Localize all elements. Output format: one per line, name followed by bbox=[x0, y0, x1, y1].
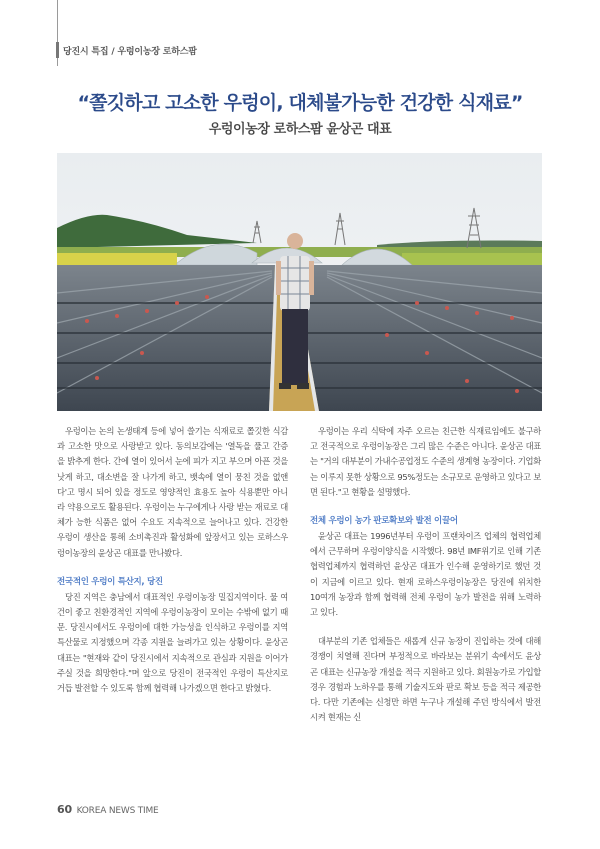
paragraph-status: 우렁이는 우리 식탁에 자주 오르는 친근한 식재료임에도 불구하고 전국적으로 우렁이농장은 그리 많은 수준은 아니다. 윤상곤 대표는 "거의 대부분이 가내수공업정도 수준의 생계형 농장이다. 기업화는 이루지 못한 상황으로 95%정도는 소규모로 운영하고 있다고 보면 된다."고 현황을 설명했다. bbox=[310, 426, 541, 497]
publication-name: KOREA NEWS TIME bbox=[76, 806, 159, 816]
section-marker-bar bbox=[56, 42, 59, 58]
paragraph-history: 윤상곤 대표는 1996년부터 우렁이 프랜차이즈 업체의 협력업체에서 근무하며 우렁이양식을 시작했다. 98년 IMF위기로 인해 기존 협력업체까지 협력하던 윤상곤 대표가 인수해 운영하기로 했던 것이 지금에 이르고 있다. 현재 로하스우렁이농장은 당진에 위치한 10여개 농장과 함께 협력해 전체 우렁이 농가 발전을 위해 노력하고 있다. bbox=[310, 531, 541, 618]
article-headline: “쫄깃하고 고소한 우렁이, 대체불가능한 건강한 식재료” bbox=[77, 92, 523, 114]
page-footer bbox=[57, 803, 159, 816]
right-column bbox=[310, 424, 541, 725]
section-label: 당진시 특집 / 우렁이농장 로하스팜 bbox=[63, 47, 197, 57]
subheading-market: 전체 우렁이 농가 판로확보와 발전 이끌어 bbox=[310, 516, 458, 527]
subheading-dangjin: 전국적인 우렁이 특산지, 당진 bbox=[57, 576, 163, 587]
page-number: 60 bbox=[57, 803, 72, 816]
article-subhead: 우렁이농장 로하스팜 윤상곤 대표 bbox=[208, 122, 392, 137]
left-column bbox=[57, 424, 288, 696]
paragraph-support: 대부분의 기존 업체들은 새롭게 신규 농장이 진입하는 것에 대해 경쟁이 치열해 진다며 부정적으로 바라보는 분위기 속에서도 윤상곤 대표는 신규농장 개설을 적극 지원하고 있다. 회원농가로 가입할 경우 경험과 노하우를 통해 기술지도와 판로 확보 등을 적극 제공한다. 다만 기존에는 신청만 하면 누구나 개설해 주던 방식에서 발전시켜 현재는 신 bbox=[310, 636, 541, 723]
paragraph-intro: 우렁이는 논의 논생태계 등에 넣어 쓸기는 식재료로 쫄깃한 식감과 고소한 맛으로 사랑받고 있다. 동의보감에는 '열독을 풀고 간증을 밝추게 한다. 간에 열이 있어서 눈에 피가 지고 부으며 아픈 것을 낫게 하고, 대소변을 잘 나가게 하고, 뱃속에 열이 뭉친 것을 없앤다'고 명시 되어 있을 정도로 영양적인 효용도 높아 식용뿐만 아니라 약용으로도 활용된다. 우렁이는 누구에게나 사랑 받는 재료로 대체가 능한 식품은 없어 수요도 지속적으로 늘어나고 있다. 건강한 우렁이 생산을 통해 소비촉진과 활성화에 앞장서고 있는 로하스우렁이농장의 윤상곤 대표를 만나봤다. bbox=[57, 426, 288, 558]
article-photo bbox=[57, 153, 542, 411]
farm-photo-illustration bbox=[57, 153, 542, 411]
paragraph-dangjin: 당진 지역은 충남에서 대표적인 우렁이농장 밀집지역이다. 물 여건이 좋고 친환경적인 지역에 우렁이농장이 모이는 수밖에 없기 때문. 당진시에서도 우렁이에 대한 가능성을 인식하고 우렁이를 지역특산물로 지정했으며 각종 지원을 늘려가고 있는 상황이다. 윤상곤 대표는 "현재와 같이 당진시에서 지속적으로 관심과 지원을 이어가 주실 것을 희망한다."며 앞으로 당진이 전국적인 우렁이 특산지로 거듭 발전할 수 있도록 함께 협력해 나가겠으면 한다고 밝혔다. bbox=[57, 591, 288, 694]
